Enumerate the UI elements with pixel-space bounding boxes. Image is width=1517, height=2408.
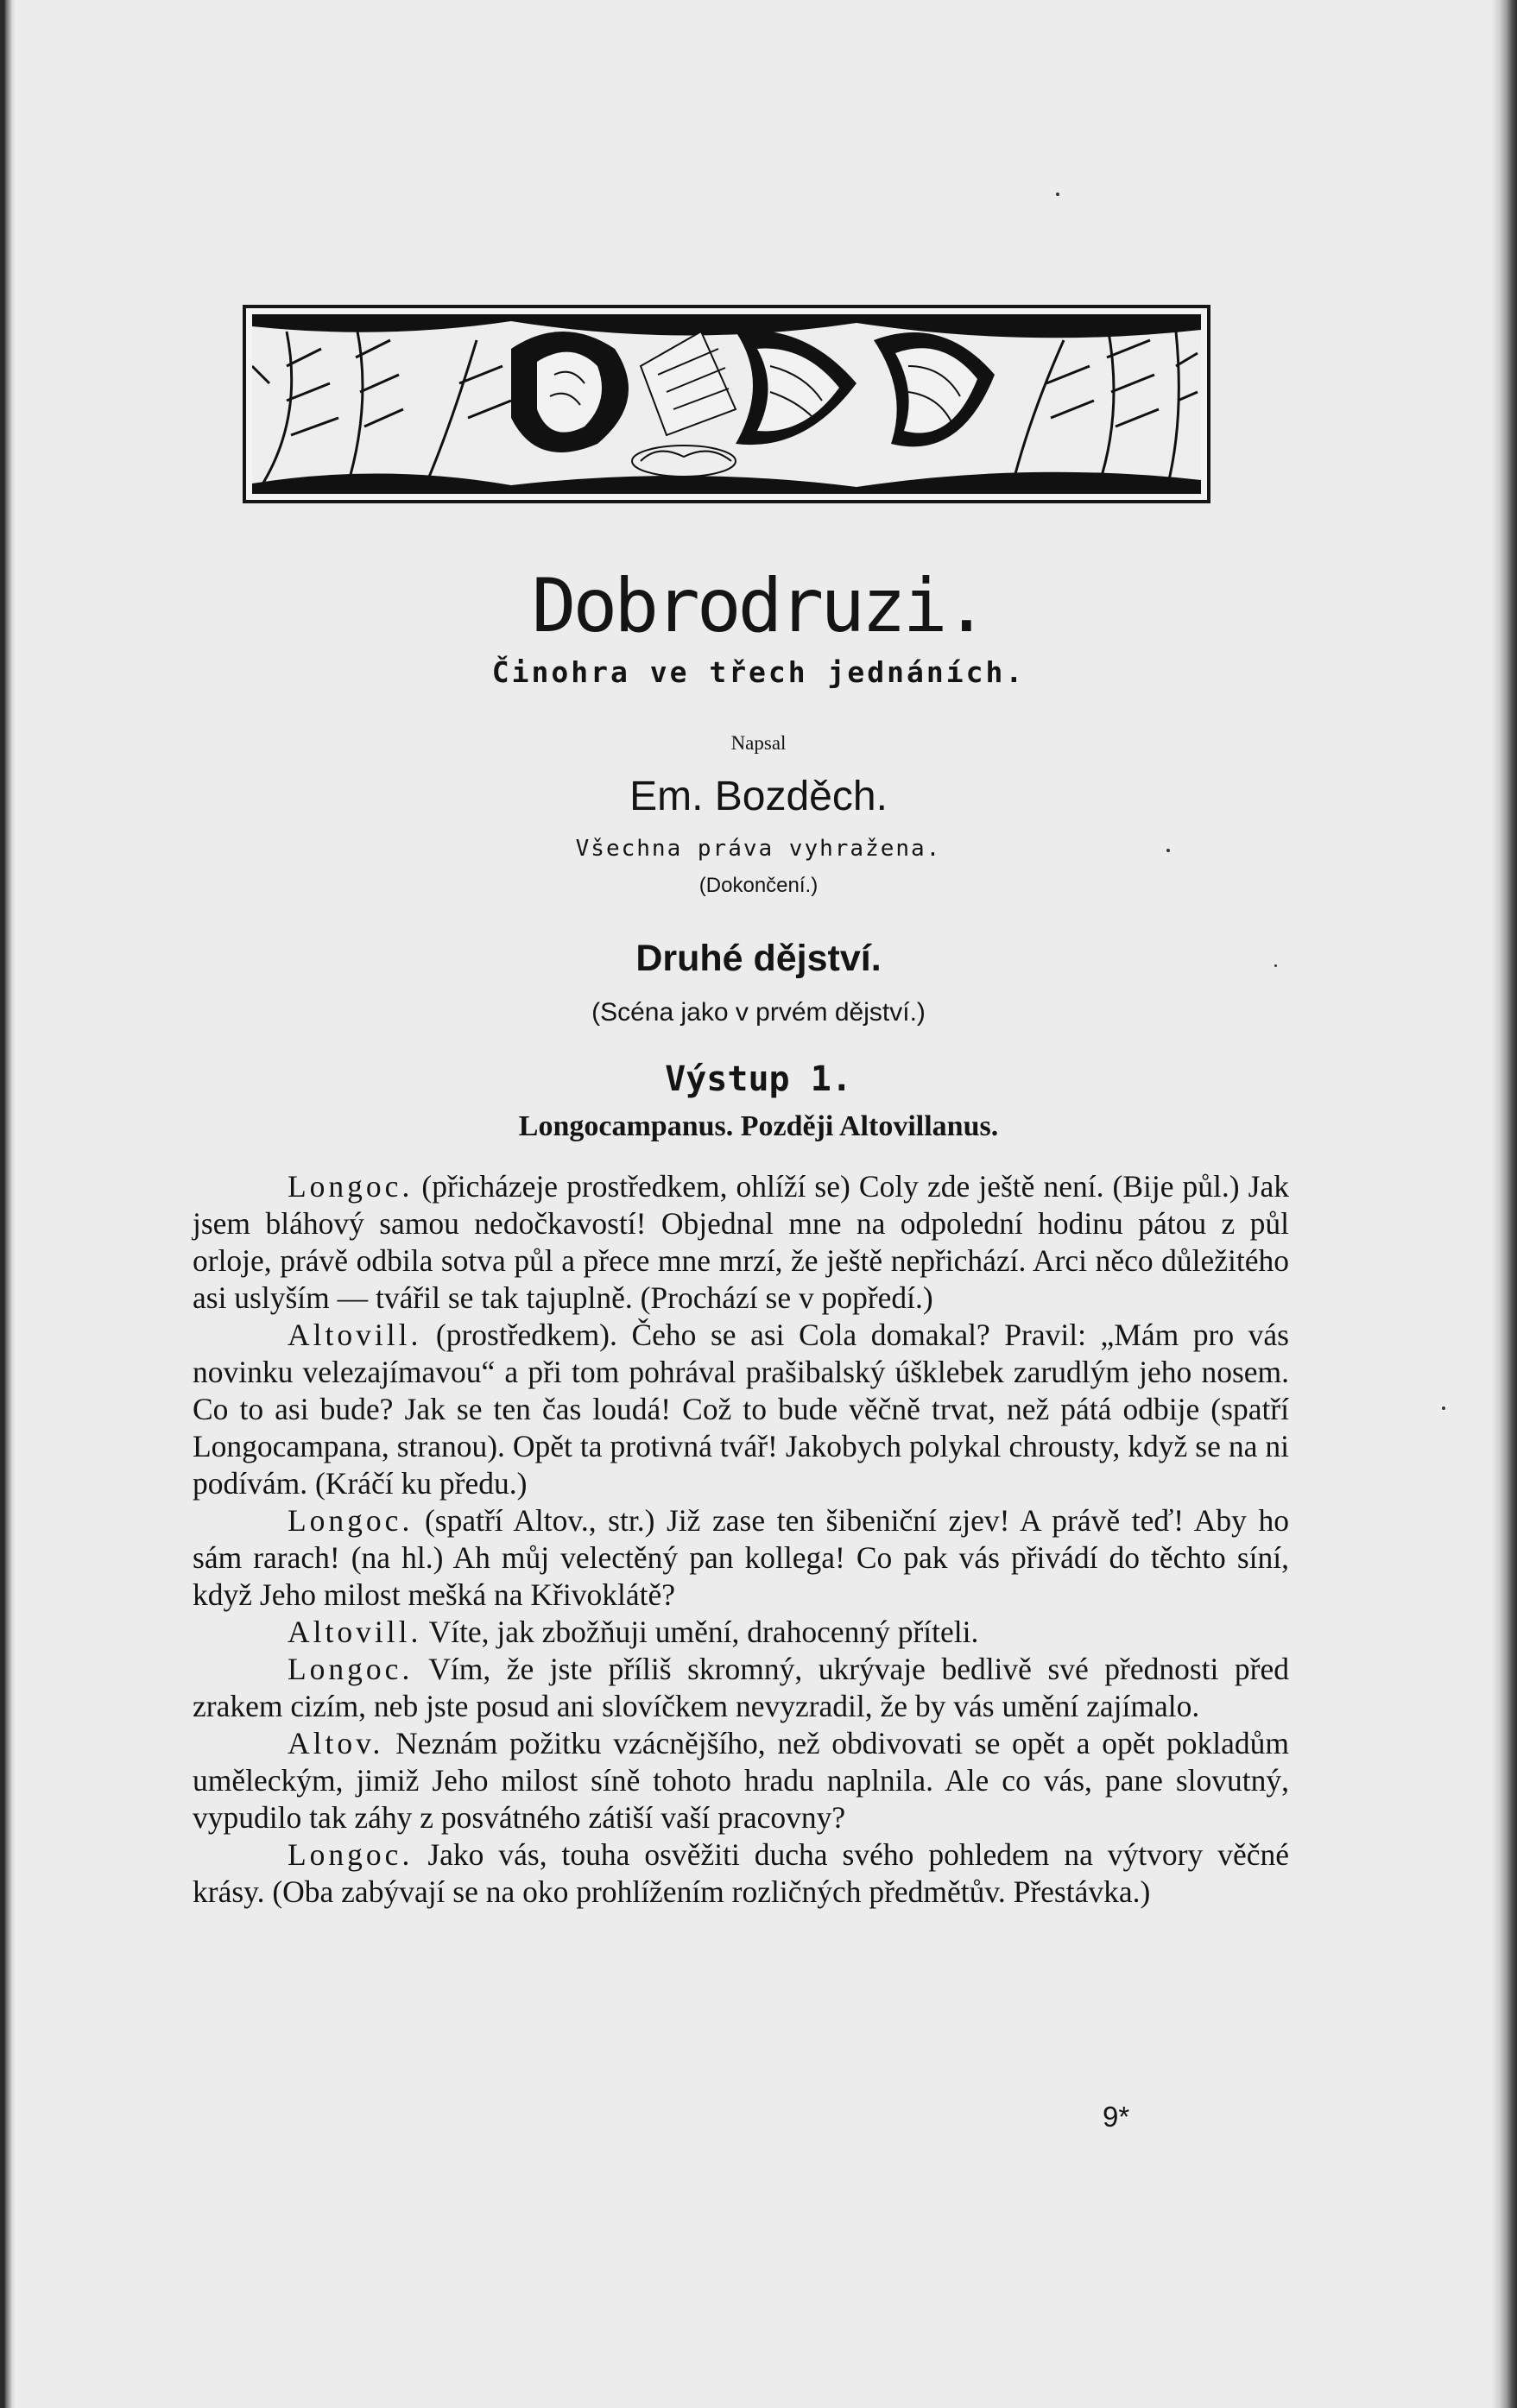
speaker-name: Altovill. bbox=[288, 1615, 422, 1649]
dialogue-text: Neznám požitku vzácnějšího, než obdivovati se opět a opět pokladům uměleckým, jimiž Jeho milost síně tohoto hradu naplnila. Ale co vás, pane slovutný, vypudilo tak záhy z posvátného zátiší vaší pracovny? bbox=[193, 1726, 1289, 1835]
dialogue-paragraph bbox=[193, 1836, 1289, 1911]
dialogue-text: (přicházeje prostředkem, ohlíží se) Coly zde ještě není. (Bije půl.) Jak jsem bláhový samou nedočkavostí! Objednal mne na odpolední hodinu pátou z půl orloje, právě odbila sotva půl a přece mne mrzí, že ještě nepřichází. Arci něco důležitého asi uslyším — tvářil se tak tajuplně. (Prochází se v popředí.) bbox=[193, 1169, 1290, 1315]
speaker-name: Altovill. bbox=[288, 1318, 422, 1352]
continued-note: (Dokončení.) bbox=[698, 874, 819, 897]
speck bbox=[1442, 1406, 1445, 1410]
speaker-name: Altov. bbox=[288, 1726, 384, 1760]
act-heading: Druhé dějství. bbox=[635, 938, 882, 979]
dialogue-text: Jako vás, touha osvěžiti ducha svého pohledem na výtvory věčné krásy. (Oba zabývají se na oko prohlížením rozličných předmětův. Přestávka.) bbox=[193, 1837, 1289, 1909]
dialogue-text: (spatří Altov., str.) Již zase ten šibeniční zjev! A právě teď! Aby ho sám rarach! (na hl.) Ah můj velectěný pan kollega! Co pak vás přivádí do těchto síní, když Jeho milost mešká na Křivoklátě? bbox=[193, 1503, 1289, 1612]
page-right-binding-edge bbox=[1491, 0, 1517, 2408]
scene-number-heading: Výstup 1. bbox=[665, 1059, 852, 1099]
author-name: Em. Bozděch. bbox=[629, 774, 888, 819]
rights-notice: Všechna práva vyhražena. bbox=[575, 836, 942, 862]
speaker-name: Longoc. bbox=[288, 1837, 414, 1872]
seashell-seaweed-illustration bbox=[252, 314, 1201, 494]
dialogue-text: Víte, jak zbožňuji umění, drahocenný příteli. bbox=[428, 1615, 979, 1649]
author-label: Napsal bbox=[730, 732, 787, 754]
characters-line: Longocampanus. Později Altovillanus. bbox=[518, 1110, 999, 1142]
page-number: 9* bbox=[1103, 2101, 1130, 2133]
dialogue-paragraph bbox=[193, 1168, 1289, 1317]
speaker-name: Longoc. bbox=[288, 1503, 414, 1538]
speaker-name: Longoc. bbox=[288, 1169, 414, 1204]
dialogue-paragraph bbox=[193, 1614, 1289, 1651]
dialogue-text: Vím, že jste příliš skromný, ukrývaje bedlivě své přednosti před zrakem cizím, neb jste posud ani slovíčkem nevyzradil, že by vás umění zajímalo. bbox=[193, 1652, 1290, 1723]
page-title: Dobrodruzi. bbox=[531, 563, 986, 649]
dialogue-paragraph bbox=[193, 1651, 1289, 1725]
dialogue-body bbox=[193, 1168, 1289, 1911]
subtitle: Činohra ve třech jednáních. bbox=[491, 655, 1026, 689]
speaker-name: Longoc. bbox=[288, 1652, 414, 1686]
decorative-header-vignette bbox=[243, 305, 1210, 503]
dialogue-paragraph bbox=[193, 1502, 1289, 1614]
dialogue-text: (prostředkem). Čeho se asi Cola domakal? Pravil: „Mám pro vás novinku velezajímavou“ a při tom pohrával prašibalský úšklebek zarudlým jeho nosem. Co to asi bude? Jak se ten čas loudá! Což to bude věčně trvat, než pátá odbije (spatří Longocampana, stranou). Opět ta protivná tvář! Jakobych polykal chrousty, když se na ni podívám. (Kráčí ku předu.) bbox=[193, 1318, 1290, 1501]
scene-note: (Scéna jako v prvém dějství.) bbox=[591, 998, 926, 1027]
dialogue-paragraph bbox=[193, 1725, 1289, 1836]
speck bbox=[1056, 193, 1059, 196]
dialogue-paragraph bbox=[193, 1317, 1289, 1502]
page-left-binding-edge bbox=[0, 0, 16, 2408]
